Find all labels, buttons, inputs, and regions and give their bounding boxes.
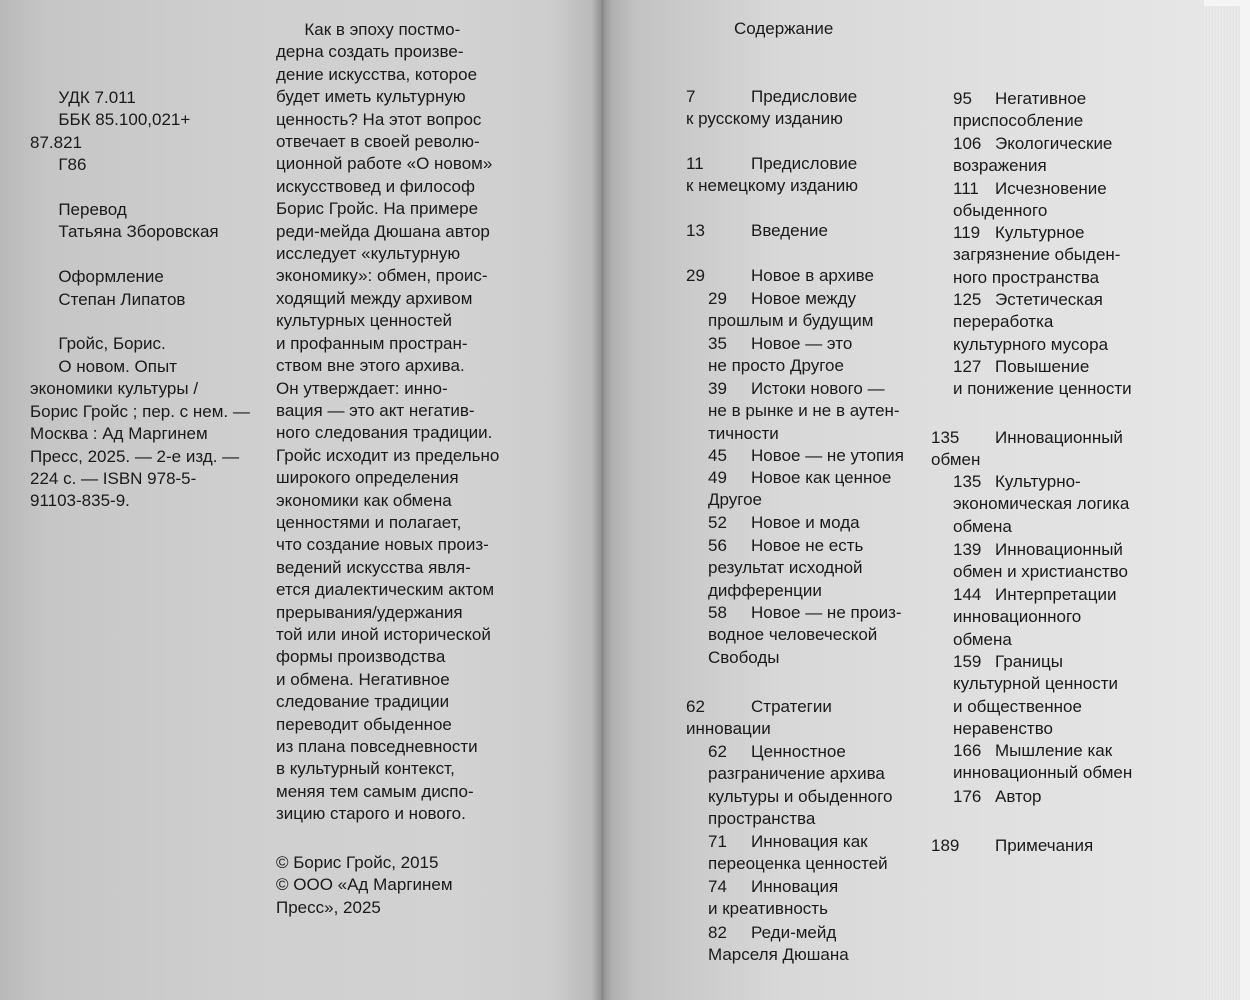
- copyright-line: © Борис Гройс, 2015: [276, 853, 439, 872]
- toc-entry-title-line: Предисловие: [751, 87, 858, 106]
- book-spine-shadow: [592, 0, 612, 1000]
- toc-entry-title-line: Интерпретации: [995, 585, 1117, 604]
- toc-page-number: 11: [686, 154, 704, 173]
- imprint-line: ББК 85.100,021+: [30, 110, 191, 130]
- annotation-line: переводит обыденное: [276, 714, 452, 734]
- annotation-line: ционной работе «О новом»: [276, 154, 493, 174]
- toc-page-number: 119: [953, 223, 981, 242]
- imprint-line: [30, 311, 250, 333]
- toc-entry-title-line: Мышление как: [995, 741, 1113, 760]
- toc-entry-title-line: тичности: [708, 423, 779, 443]
- annotation-line: исследует «культурную: [276, 244, 461, 264]
- toc-entry-title-line: Границы: [995, 652, 1063, 671]
- toc-page-number: 189: [931, 836, 960, 855]
- annotation-line: дение искусства, которое: [276, 64, 478, 84]
- imprint-line: Степан Липатов: [30, 289, 186, 309]
- imprint-line: Гройс, Борис.: [30, 334, 166, 354]
- annotation-line: ством вне этого архива.: [276, 356, 465, 376]
- imprint-line: 87.821: [30, 132, 82, 152]
- annotation-line: меняя тем самым диспо-: [276, 781, 474, 801]
- imprint-block: [30, 87, 250, 513]
- toc-entry-title-line: Реди-мейд: [751, 923, 837, 942]
- annotation-line: прерывания/удержания: [276, 602, 463, 622]
- toc-entry-title-line: Примечания: [995, 836, 1094, 855]
- imprint-line: 91103-835-9.: [30, 491, 130, 511]
- annotation-line: экономики как обмена: [276, 490, 452, 510]
- toc-entry-title-line: не в рынке и не в аутен-: [708, 401, 900, 421]
- toc-entry-title-line: и понижение ценности: [953, 379, 1132, 399]
- imprint-line: Пресс, 2025. — 2-е изд. —: [30, 446, 240, 466]
- annotation-line: следование традиции: [276, 692, 450, 712]
- toc-entry-title-line: Свободы: [708, 647, 780, 667]
- toc-entry-title-line: Новое как ценное: [751, 468, 892, 487]
- annotation-line: будет иметь культурную: [276, 87, 466, 107]
- toc-entry-title-line: переработка: [953, 312, 1054, 332]
- toc-entry-title-line: Новое — не произ-: [751, 603, 902, 622]
- imprint-line: [30, 177, 250, 199]
- toc-entry-title-line: переоценка ценностей: [708, 854, 888, 874]
- toc-page-number: 139: [953, 540, 982, 559]
- annotation-line: Борис Гройс. На примере: [276, 199, 479, 219]
- toc-entry-title-line: Инновационный: [995, 428, 1123, 447]
- toc-page-number: 49: [708, 468, 727, 487]
- toc-entry-title-line: Новое — это: [751, 334, 853, 353]
- toc-entry-title-line: Автор: [995, 787, 1042, 806]
- toc-entry-title-line: Марселя Дюшана: [708, 945, 849, 965]
- toc-entry-title-line: Культурно-: [995, 472, 1081, 491]
- toc-page-number: 144: [953, 585, 982, 604]
- copyright-block: [276, 852, 453, 919]
- toc-entry-title-line: возражения: [953, 156, 1047, 176]
- toc-page-number: 74: [708, 877, 727, 896]
- imprint-line: Перевод: [30, 200, 127, 220]
- annotation-line: и профанным простран-: [276, 333, 468, 353]
- imprint-line: Татьяна Зборовская: [30, 222, 219, 242]
- imprint-line: экономики культуры /: [30, 379, 199, 399]
- annotation-line: зицию старого и нового.: [276, 804, 466, 824]
- toc-page-number: 95: [953, 89, 972, 108]
- toc-entry-title-line: Инновационный: [995, 540, 1123, 559]
- imprint-line: Москва : Ад Маргинем: [30, 424, 208, 444]
- annotation-line: ценностями и полагает,: [276, 512, 462, 532]
- toc-entry-title-line: Истоки нового —: [751, 379, 885, 398]
- toc-page-number: 106: [953, 134, 982, 153]
- toc-entry-title-line: Новое между: [751, 289, 856, 308]
- toc-entry-title-line: Другое: [708, 490, 763, 510]
- annotation-line: культурных ценностей: [276, 311, 453, 331]
- annotation-line: ного следования традиции.: [276, 423, 493, 443]
- toc-page-number: 29: [686, 266, 705, 285]
- toc-page-number: 56: [708, 536, 727, 555]
- toc-entry-title-line: инновационного: [953, 607, 1082, 627]
- toc-entry-title-line: культурной ценности: [953, 674, 1119, 694]
- toc-page-number: 62: [686, 697, 705, 716]
- toc-page-number: 135: [953, 472, 982, 491]
- toc-entry-title-line: к русскому изданию: [686, 109, 843, 129]
- toc-entry-title-line: загрязнение обыден-: [953, 245, 1121, 265]
- toc-entry-title-line: Инновация как: [751, 832, 868, 851]
- toc-entry-title-line: обмена: [953, 516, 1012, 536]
- annotation-line: ется диалектическим актом: [276, 580, 495, 600]
- toc-entry-title-line: прошлым и будущим: [708, 311, 874, 331]
- toc-entry-title-line: и общественное: [953, 696, 1082, 716]
- toc-page-number: 125: [953, 290, 982, 309]
- toc-entry-title-line: Новое — не утопия: [751, 446, 904, 465]
- toc-entry-title-line: Предисловие: [751, 154, 858, 173]
- toc-page-number: 39: [708, 379, 727, 398]
- toc-page-number: 62: [708, 742, 727, 761]
- toc-entry-title-line: ного пространства: [953, 267, 1100, 287]
- annotation-block: [276, 19, 499, 826]
- toc-page-number: 29: [708, 289, 727, 308]
- imprint-line: Борис Гройс ; пер. с нем. —: [30, 401, 250, 421]
- toc-page-number: 35: [708, 334, 727, 353]
- toc-entry-title-line: Новое и мода: [751, 513, 860, 532]
- copyright-line: Пресс», 2025: [276, 897, 381, 917]
- toc-page-number: 82: [708, 923, 727, 942]
- imprint-line: О новом. Опыт: [30, 356, 177, 376]
- toc-entry-title-line: неравенство: [953, 719, 1054, 739]
- toc-entry-title-line: Инновация: [751, 877, 839, 896]
- toc-page-number: 135: [931, 428, 960, 447]
- toc-entry-title-line: экономическая логика: [953, 494, 1130, 514]
- annotation-line: ходящий между архивом: [276, 288, 473, 308]
- toc-page-number: 176: [953, 787, 982, 806]
- copyright-line: © ООО «Ад Маргинем: [276, 875, 453, 895]
- toc-entry-title-line: Стратегии: [751, 697, 832, 716]
- toc-entry-title-line: Экологические: [995, 134, 1113, 153]
- toc-entry-title-line: обмен: [931, 450, 981, 470]
- book-fore-edge: [1204, 6, 1240, 1000]
- toc-entry-title-line: обмена: [953, 629, 1012, 649]
- annotation-line: широкого определения: [276, 468, 459, 488]
- toc-entry-title-line: не просто Другое: [708, 356, 844, 376]
- annotation-line: дерна создать произве-: [276, 42, 464, 62]
- toc-entry-title-line: Исчезновение: [995, 179, 1107, 198]
- imprint-line: [30, 244, 250, 266]
- toc-page-number: 13: [686, 221, 705, 240]
- annotation-line: и обмена. Негативное: [276, 669, 450, 689]
- annotation-line: ведений искусства явля-: [276, 557, 471, 577]
- toc-entry-title-line: обмен и христианство: [953, 562, 1128, 582]
- toc-entry-title-line: результат исходной: [708, 558, 863, 578]
- toc-page-number: 52: [708, 513, 727, 532]
- annotation-line: Гройс исходит из предельно: [276, 445, 500, 465]
- annotation-line: вация — это акт негатив-: [276, 400, 475, 420]
- toc-entry-title-line: и креативность: [708, 899, 828, 919]
- toc-entry-title-line: Негативное: [995, 89, 1087, 108]
- annotation-line: формы производства: [276, 647, 446, 667]
- imprint-line: Оформление: [30, 267, 164, 287]
- annotation-line: экономику»: обмен, проис-: [276, 266, 488, 286]
- toc-entry-title-line: Эстетическая: [995, 290, 1103, 309]
- toc-page-number: 159: [953, 652, 982, 671]
- toc-page-number: 127: [953, 357, 982, 376]
- toc-entry-title-line: дифференции: [708, 580, 822, 600]
- toc-entry-title-line: Повышение: [995, 357, 1090, 376]
- toc-entry-title-line: водное человеческой: [708, 625, 878, 645]
- toc-entry-title-line: разграничение архива: [708, 764, 885, 784]
- toc-entry-title-line: культуры и обыденного: [708, 786, 893, 806]
- annotation-line: в культурный контекст,: [276, 759, 455, 779]
- toc-page-number: 58: [708, 603, 727, 622]
- toc-title: Содержание: [734, 19, 834, 38]
- annotation-line: Он утверждает: инно-: [276, 378, 448, 398]
- toc-page-number: 166: [953, 741, 982, 760]
- annotation-line: искусствовед и философ: [276, 176, 475, 196]
- toc-entry-title-line: Введение: [751, 221, 828, 240]
- annotation-line: отвечает в своей револю-: [276, 132, 480, 152]
- annotation-line: той или иной исторической: [276, 624, 491, 644]
- toc-entry-title-line: инновационный обмен: [953, 763, 1133, 783]
- annotation-line: что создание новых произ-: [276, 535, 489, 555]
- toc-page-number: 7: [686, 87, 696, 106]
- annotation-line: Как в эпоху постмо-: [276, 20, 461, 39]
- toc-entry-title-line: Ценностное: [751, 742, 846, 761]
- toc-page-number: 45: [708, 446, 727, 465]
- toc-entry-title-line: Культурное: [995, 223, 1085, 242]
- imprint-line: УДК 7.011: [30, 88, 136, 107]
- toc-entry-title-line: Новое в архиве: [751, 266, 874, 285]
- toc-entry-title-line: обыденного: [953, 201, 1048, 221]
- imprint-line: Г86: [30, 155, 87, 175]
- toc-page-number: 111: [953, 179, 979, 198]
- annotation-line: реди-мейда Дюшана автор: [276, 221, 490, 241]
- imprint-line: 224 с. — ISBN 978-5-: [30, 468, 197, 488]
- toc-entry-title-line: приспособление: [953, 111, 1084, 131]
- toc-entry-title-line: инновации: [686, 719, 771, 739]
- toc-entry-title-line: Новое не есть: [751, 536, 864, 555]
- toc-entry-title-line: к немецкому изданию: [686, 176, 858, 196]
- toc-entry-title-line: культурного мусора: [953, 334, 1109, 354]
- toc-entry-title-line: пространства: [708, 809, 816, 829]
- toc-page-number: 71: [708, 832, 727, 851]
- annotation-line: ценность? На этот вопрос: [276, 109, 482, 129]
- annotation-line: из плана повседневности: [276, 737, 478, 756]
